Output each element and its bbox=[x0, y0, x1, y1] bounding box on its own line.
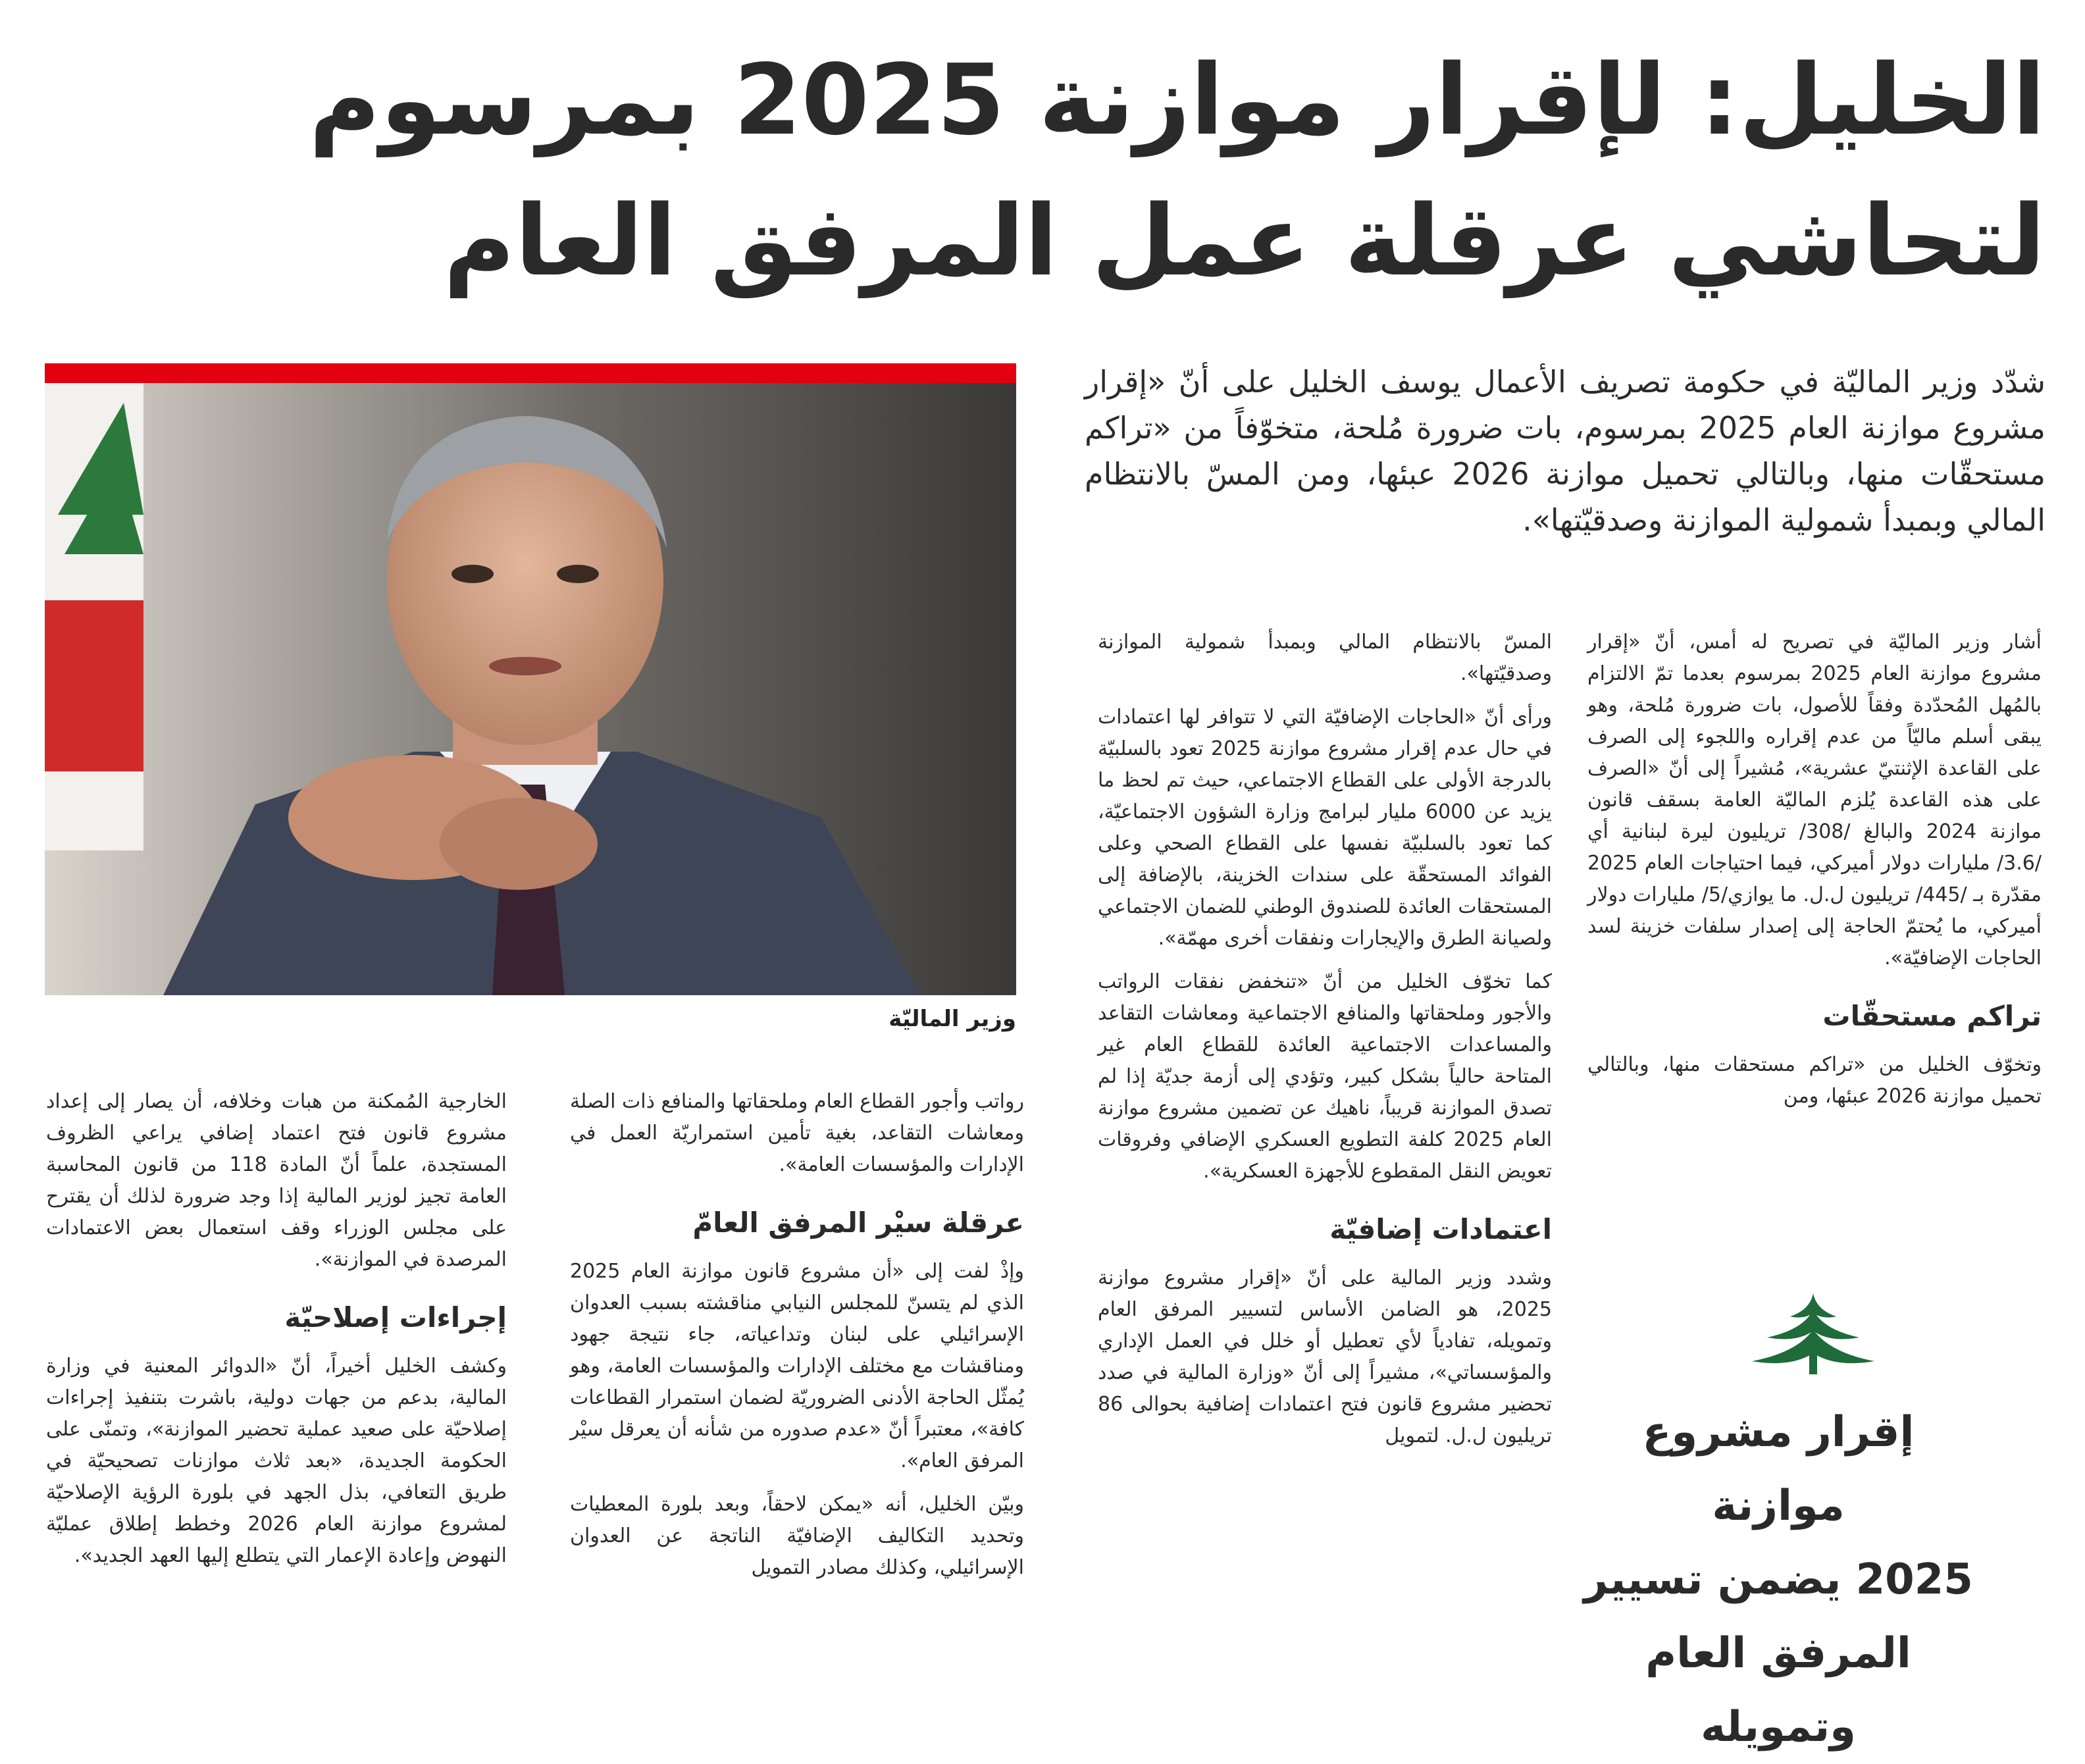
pull-quote-line-3: المرفق العام bbox=[1645, 1629, 1911, 1678]
photo-accent-bar bbox=[45, 363, 1016, 383]
headline-line-2: لتحاشي عرقلة عمل المرفق العام bbox=[443, 184, 2046, 298]
subhead-additional-credits: اعتمادات إضافيّة bbox=[1329, 1213, 1552, 1245]
subhead-reform-measures: إجراءات إصلاحيّة bbox=[284, 1301, 507, 1334]
lebanese-cedar-icon bbox=[1751, 1290, 1876, 1376]
lead-paragraph: شدّد وزير الماليّة في حكومة تصريف الأعمال يوسف الخليل على أنّ «إقرار مشروع موازنة العام 2025 بمرسوم، بات ضرورة مُلحة، متخوّفاً من «تراكم مستحقّات منها، وبالتالي تحميل موازنة 2026 عبئها، ومن المسّ بالانتظام المالي وبمبدأ شمولية الموازنة وصدقيّتها». bbox=[1085, 364, 2046, 538]
pull-quote-line-2: 2025 يضمن تسيير bbox=[1583, 1555, 1973, 1604]
minister-photo bbox=[45, 383, 1016, 995]
article-column-1 bbox=[1587, 627, 2042, 1124]
column-4-paragraph-1: الخارجية المُمكنة من هبات وخلافه، أن يصار إلى إعداد مشروع قانون فتح اعتماد إضافي يراعي الظروف المستجدة، علماً أنّ المادة 118 من قانون المحاسبة العامة تجيز لوزير المالية إذا وجد ضرورة لذلك أن يقترح على مجلس الوزراء وقف استعمال بعض الاعتمادات المرصدة في الموازنة». bbox=[46, 1090, 507, 1271]
article-column-4 bbox=[46, 1086, 507, 1584]
column-2-paragraph-4: وشدد وزير المالية على أنّ «إقرار مشروع موازنة 2025، هو الضامن الأساس لتسيير المرفق العام وتمويله، تفادياً لأي تعطيل أو خلل في العمل الإداري والمؤسساتي»، مشيراً إلى أنّ «وزارة المالية في صدد تحضير مشروع قانون فتح اعتمادات إضافية بحوالى 86 تريليون ل.ل. لتمويل bbox=[1098, 1266, 1552, 1447]
column-2-paragraph-2: ورأى أنّ «الحاجات الإضافيّة التي لا تتوافر لها اعتمادات في حال عدم إقرار مشروع موازنة 2025 تعود بالسلبيّة بالدرجة الأولى على القطاع الاجتماعي، حيث تم لحظ ما يزيد عن 6000 مليار لبرامج وزارة الشؤون الاجتماعيّة، كما تعود بالسلبيّة نفسها على القطاع الصحي وعلى الفوائد المستحقّة على سندات الخزينة، بالإضافة إلى المستحقات العائدة للصندوق الوطني للضمان الاجتماعي ولصيانة الطرق والإيجارات ونفقات أخرى مهمّة». bbox=[1098, 706, 1552, 950]
pull-quote-line-1: إقرار مشروع موازنة bbox=[1642, 1408, 1915, 1530]
column-1-paragraph-1: أشار وزير الماليّة في تصريح له أمس، أنّ «إقرار مشروع موازنة العام 2025 بمرسوم بعدما تمّ الالتزام بالمُهل المُحدّدة وفقاً للأصول، بات ضرورة مُلحة، وهو يبقى أسلم ماليّاً من عدم إقراره واللجوء إلى الصرف على القاعدة الإثنتيّ عشرية»، مُشيراً إلى أنّ «الصرف على هذه القاعدة يُلزم الماليّة العامة بسقف قانون موازنة 2024 والبالغ /308/ تريليون ليرة لبنانية أي /3.6/ مليارات دولار أميركي، فيما احتياجات العام 2025 مقدّرة بـ /445/ تريليون ل.ل. ما يوازي/5/ مليارات دولار أميركي، ما يُحتمّ الحاجة إلى إصدار سلفات خزينة لسد الحاجات الإضافيّة». bbox=[1587, 631, 2042, 970]
photo-caption: وزير الماليّة bbox=[888, 1006, 1016, 1032]
article-column-2 bbox=[1098, 627, 1552, 1464]
subhead-accrued-dues: تراكم مستحقّات bbox=[1822, 1000, 2042, 1032]
column-2-paragraph-1: المسّ بالانتظام المالي وبمبدأ شمولية الموازنة وصدقيّتها». bbox=[1098, 631, 1552, 685]
headline-line-1: الخليل: لإقرار موازنة 2025 بمرسوم bbox=[309, 43, 2046, 157]
column-3-paragraph-1: رواتب وأجور القطاع العام وملحقاتها والمنافع ذات الصلة ومعاشات التقاعد، بغية تأمين استمراريّة العمل في الإدارات والمؤسسات العامة». bbox=[570, 1090, 1024, 1176]
column-4-paragraph-2: وكشف الخليل أخيراً، أنّ «الدوائر المعنية في وزارة المالية، بدعم من جهات دولية، باشرت بتنفيذ إجراءات إصلاحيّة على صعيد عملية تحضير الموازنة»، وتمنّى على الحكومة الجديدة، «بعد ثلاث موازنات تصحيحيّة في طريق التعافي، بذل الجهد في بلورة الرؤية الإصلاحيّة لمشروع موازنة العام 2026 وخطط إطلاق عمليّة النهوض وإعادة الإعمار التي يتطلع إليها العهد الجديد». bbox=[46, 1355, 507, 1567]
column-2-paragraph-3: كما تخوّف الخليل من أنّ «تنخفض نفقات الرواتب والأجور وملحقاتها والمنافع الاجتماعية ومعاشات التقاعد والمساعدات الاجتماعية العائدة للقطاع العام غير المتاحة حالياً بشكل كبير، وتؤدي إلى أزمة جديّة إذا لم تصدق الموازنة قريباً، ناهيك عن تضمين مشروع موازنة العام 2025 كلفة التطويع العسكري الإضافي وفروقات تعويض النقل المقطوع للأجهزة العسكرية». bbox=[1098, 970, 1552, 1183]
pull-quote bbox=[1574, 1395, 1982, 1764]
column-3-paragraph-2: وإذْ لفت إلى «أن مشروع قانون موازنة العام 2025 الذي لم يتسنّ للمجلس النيابي مناقشته بسبب العدوان الإسرائيلي على لبنان وتداعياته، جاء نتيجة جهود ومناقشات مع مختلف الإدارات والمؤسسات العامة، وهو يُمثّل الحاجة الأدنى الضروريّة لضمان استمرار القطاعات كافة»، معتبراً أنّ «عدم صدوره من شأنه أن يعرقل سيْر المرفق العام». bbox=[570, 1260, 1024, 1472]
subhead-public-service-obstruction: عرقلة سيْر المرفق العامّ bbox=[692, 1206, 1024, 1239]
pull-quote-line-4: وتمويله bbox=[1701, 1703, 1856, 1751]
column-3-paragraph-3: وبيّن الخليل، أنه «يمكن لاحقاً، وبعد بلورة المعطيات وتحديد التكاليف الإضافيّة الناتجة عن العدوان الإسرائيلي، وكذلك مصادر التمويل bbox=[570, 1493, 1024, 1579]
article-column-3 bbox=[570, 1086, 1024, 1595]
column-1-paragraph-2: وتخوّف الخليل من «تراكم مستحقات منها، وبالتالي تحميل موازنة 2026 عبئها، ومن bbox=[1587, 1053, 2042, 1108]
